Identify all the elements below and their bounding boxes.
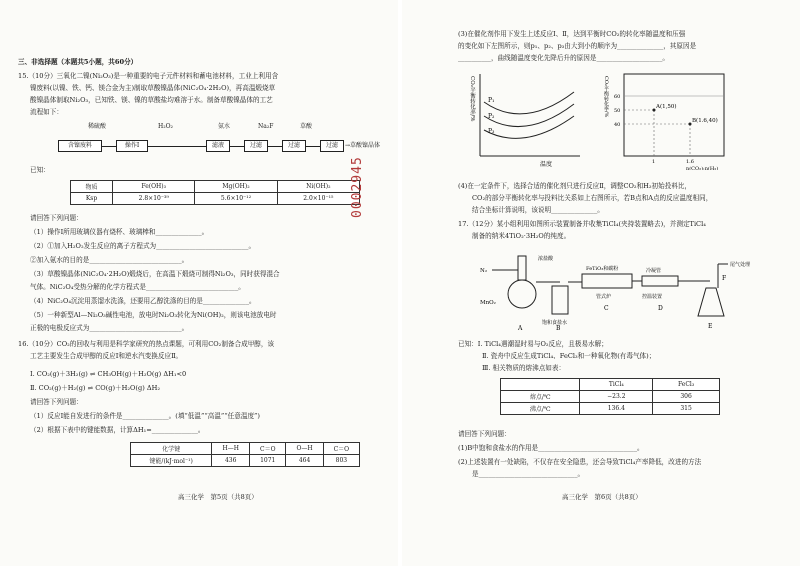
flow-step-5: 过滤 (320, 140, 344, 152)
table-cell: 803 (323, 455, 359, 467)
table-cell: 306 (653, 391, 720, 403)
y-axis-label: CO₂平衡转化率/% (603, 76, 609, 118)
table-cell: Ksp (71, 193, 113, 205)
furnace-c (582, 274, 632, 288)
table-cell: −23.2 (580, 391, 653, 403)
q16-4-line-2: CO₂的部分平衡转化率与投料比关系如上右图所示，若B点和A点的反应温度相同， (472, 194, 713, 202)
label-condenser: 冷凝管 (646, 268, 662, 274)
point-b-label: B(1.6,40) (692, 118, 718, 124)
q17-question-1: (1)B中饱和食盐水的作用是______________________________。 (458, 444, 644, 452)
serial-stamp: 0002945 (350, 156, 365, 218)
q15-line-3: 酸镍晶体制取Ni₂O₃，已知铁、镁、镍的草酸盐均难溶于水。制备草酸镍晶体的工艺 (30, 96, 273, 104)
series-p3-curve (484, 116, 574, 138)
flask-e (698, 288, 724, 316)
table-row (71, 181, 360, 193)
table-header: O—H (286, 443, 323, 455)
apparatus-diagram (462, 244, 762, 334)
q16-cont-line-2: 的变化如下左图所示，则p₁、p₂、p₃由大到小的顺序为______________，其原因是 (458, 42, 697, 50)
q15-prompt: 请回答下列问题： (30, 214, 83, 222)
known-label: 已知： (30, 166, 50, 174)
series-p2-curve (484, 104, 574, 127)
flow-step-1: 操作Ⅰ (116, 140, 148, 152)
bond-energy-table (130, 442, 360, 467)
label-hcl: 浓盐酸 (538, 256, 554, 262)
q17-line-2: 制备的纳米4TiO₂·3H₂O的纯度。 (472, 232, 571, 240)
part-a: A (518, 325, 523, 332)
part-f: F (722, 275, 727, 282)
table-row (131, 455, 360, 467)
label-furnace: 管式炉 (596, 294, 612, 300)
q17-prompt: 请回答下列问题： (458, 430, 511, 438)
table-header: FeCl₃ (653, 379, 720, 391)
table-header: Ni(OH)₂ (277, 181, 359, 193)
flow-arrow (148, 146, 206, 147)
reagent-3: 氨水 (218, 123, 231, 130)
flask-a (508, 280, 536, 308)
reagent-2: H₂O₂ (158, 123, 173, 130)
conversion-vs-ratio-chart (602, 70, 732, 170)
label-mno2: MnO₂ (480, 300, 496, 306)
q16-cont-line-1: (3)在催化剂作用下发生上述反应Ⅰ、Ⅱ，达到平衡时CO₂的转化率随温度和压强 (458, 30, 686, 38)
reagent-4: Na₂F (258, 123, 274, 130)
left-footer: 高三化学 第5页（共8页） (178, 493, 258, 501)
table-cell: 2.8×10⁻³⁹ (113, 193, 195, 205)
table-header: H—H (212, 443, 250, 455)
table-row (501, 403, 720, 415)
label-reactants: FeTiO₃和碳粉 (586, 266, 619, 272)
flow-step-2: 滤液 (206, 140, 230, 152)
table-cell: 5.6×10⁻¹² (195, 193, 277, 205)
table-row (501, 391, 720, 403)
table-header: C＝O (250, 443, 286, 455)
x-axis-label: 温度 (540, 161, 553, 168)
x-tick-1-6: 1.6 (686, 159, 694, 165)
q15-question-5: （5）一种新型Al—Ni₂O₃碱性电池，放电时Ni₂O₃转化为Ni(OH)₂，则该电池放电时 (30, 311, 277, 319)
part-d: D (658, 305, 663, 312)
table-cell: 沸点/℃ (501, 403, 580, 415)
q15-line-4: 流程如下： (30, 108, 63, 116)
known-3: Ⅲ. 相关物质的熔沸点如表： (482, 364, 566, 372)
q16-question-1: （1）反应Ⅰ能自发进行的条件是______________。(填“低温”“高温”“任意温度”) (30, 412, 260, 420)
table-cell: 2.0×10⁻¹⁵ (277, 193, 359, 205)
q15-question-4: （4）NiC₂O₄沉淀用蒸馏水洗涤，还要用乙醇洗涤的目的是______________。 (30, 297, 256, 305)
part-c: C (604, 305, 609, 312)
conversion-vs-temperature-chart (464, 70, 584, 170)
x-tick-1: 1 (652, 159, 656, 165)
flow-step-3: 过滤 (244, 140, 268, 152)
q16-4-line-3: 结合坐标计算说明，该说明______________。 (472, 206, 604, 214)
flow-end: →草酸镍晶体 (345, 142, 381, 149)
table-header: TiCl₄ (580, 379, 653, 391)
label-temp-control: 控温装置 (642, 294, 663, 300)
reaction-1: Ⅰ. CO₂(g)＋3H₂(g) ⇌ CH₃OH(g)＋H₂O(g) ΔH₁<0 (30, 370, 187, 378)
q16-question-2: （2）根据下表中的键能数据，计算ΔH₁=______________。 (30, 426, 205, 434)
y-tick-50: 50 (614, 108, 621, 114)
table-header (501, 379, 580, 391)
table-header: 化学键 (131, 443, 212, 455)
part-b: B (556, 325, 561, 332)
q16-prompt: 请回答下列问题： (30, 398, 83, 406)
y-tick-40: 40 (614, 122, 621, 128)
q16-line-1: 16.（10分）CO₂的回收与利用是科学家研究的热点课题，可利用CO₂制备合成甲醇，该 (18, 340, 275, 348)
label-tail-gas: 尾气处理 (730, 262, 751, 268)
known-1: 已知：Ⅰ. TiCl₄遇潮湿时易与O₂反应，且极易水解； (458, 340, 608, 348)
q17-question-2b: 是______________________________。 (472, 470, 585, 478)
condenser-d (642, 276, 678, 286)
funnel (518, 256, 526, 280)
table-row (501, 379, 720, 391)
table-cell: 464 (286, 455, 323, 467)
label-n2: N₂ (480, 268, 488, 274)
q17-line-1: 17.（12分）某小组利用如图所示装置制备并收集TiCl₄(夹持装置略去)，并测定TiCl₄ (458, 220, 706, 228)
reagent-5: 草酸 (300, 123, 313, 130)
table-header: C＝O (323, 443, 359, 455)
q15-line-1: 15.（10分）三氧化二镍(Ni₂O₃)是一种重要的电子元件材料和蓄电池材料，工业上利用含 (18, 72, 279, 80)
bottle-b (552, 286, 568, 314)
ksp-table (70, 180, 360, 205)
melting-boiling-table (500, 378, 720, 415)
table-cell: 436 (212, 455, 250, 467)
flow-arrow (268, 146, 282, 147)
flow-step-4: 过滤 (282, 140, 306, 152)
q16-line-2: 工艺主要发生合成甲醇的反应Ⅰ和逆水汽变换反应Ⅱ。 (30, 352, 183, 360)
y-axis-label: CO₂平衡转化率/% (469, 76, 475, 122)
left-page (0, 0, 398, 566)
q15-question-3: （3）草酸镍晶体(NiC₂O₄·2H₂O)煅烧后，在高温下煅烧可制得Ni₂O₃，同时获得混合 (30, 270, 280, 278)
q15-line-2: 镍废料(以镍、铁、钙、镁合金为主)制取草酸镍晶体(NiC₂O₄·2H₂O)，再高温煅烧草 (30, 84, 276, 92)
section-title: 三、非选择题（本题共5小题，共60分） (18, 58, 138, 66)
table-cell: 136.4 (580, 403, 653, 415)
reagent-1: 稀硫酸 (88, 123, 107, 130)
q15-question-2: （2）①加入H₂O₂发生反应的离子方程式为____________________________。 (30, 242, 256, 250)
series-label-p3: P₃ (488, 128, 495, 135)
reaction-2: Ⅱ. CO₂(g)＋H₂(g) ⇌ CO(g)＋H₂O(g) ΔH₂ (30, 384, 161, 392)
right-footer: 高三化学 第6页（共8页） (562, 493, 642, 501)
series-label-p2: P₂ (488, 113, 495, 120)
q15-question-2b: ②加入氨水的目的是____________________________。 (30, 256, 189, 264)
part-e: E (708, 323, 713, 330)
q15-question-1: （1）操作Ⅰ所用玻璃仪器有烧杯、玻璃棒和______________。 (30, 228, 209, 236)
series-p1-curve (484, 92, 574, 114)
series-label-p1: P₁ (488, 97, 495, 104)
table-cell: 1071 (250, 455, 286, 467)
table-cell: 熔点/℃ (501, 391, 580, 403)
q16-4-line-1: (4)在一定条件下，选择合适的催化剂只进行反应Ⅱ，调整CO₂和H₂初始投料比， (458, 182, 692, 190)
x-axis-label: n(CO₂):n(H₂) (686, 166, 719, 170)
table-header: 物质 (71, 181, 113, 193)
q15-question-5b: 正极的电极反应式为____________________________。 (30, 324, 189, 332)
known-2: Ⅱ. 瓷舟中反应生成TiCl₄、FeCl₃和一种氧化物(有毒气体)； (482, 352, 656, 360)
table-cell: 键能/(kJ·mol⁻¹) (131, 455, 212, 467)
q15-question-3b: 气体。NiC₂O₄受热分解的化学方程式是____________________________。 (30, 283, 245, 291)
plot-frame (624, 74, 724, 156)
y-tick-60: 60 (614, 94, 621, 100)
point-a-label: A(1,50) (656, 104, 677, 110)
table-row (131, 443, 360, 455)
flow-arrow (230, 146, 244, 147)
right-page (402, 0, 800, 566)
q16-cont-line-3: __________，曲线随温度变化先降后升的原因是____________________。 (458, 54, 669, 62)
table-cell: 315 (653, 403, 720, 415)
label-brine: 饱和食盐水 (542, 320, 568, 326)
flow-arrow (306, 146, 320, 147)
table-header: Fe(OH)₃ (113, 181, 195, 193)
q17-question-2: (2)上述装置有一处缺陷，不仅存在安全隐患，还会导致TiCl₄产率降低，改进的方法 (458, 458, 702, 466)
flow-start-box: 含镍废料 (58, 140, 102, 152)
table-header: Mg(OH)₂ (195, 181, 277, 193)
flow-arrow (102, 146, 116, 147)
table-row (71, 193, 360, 205)
